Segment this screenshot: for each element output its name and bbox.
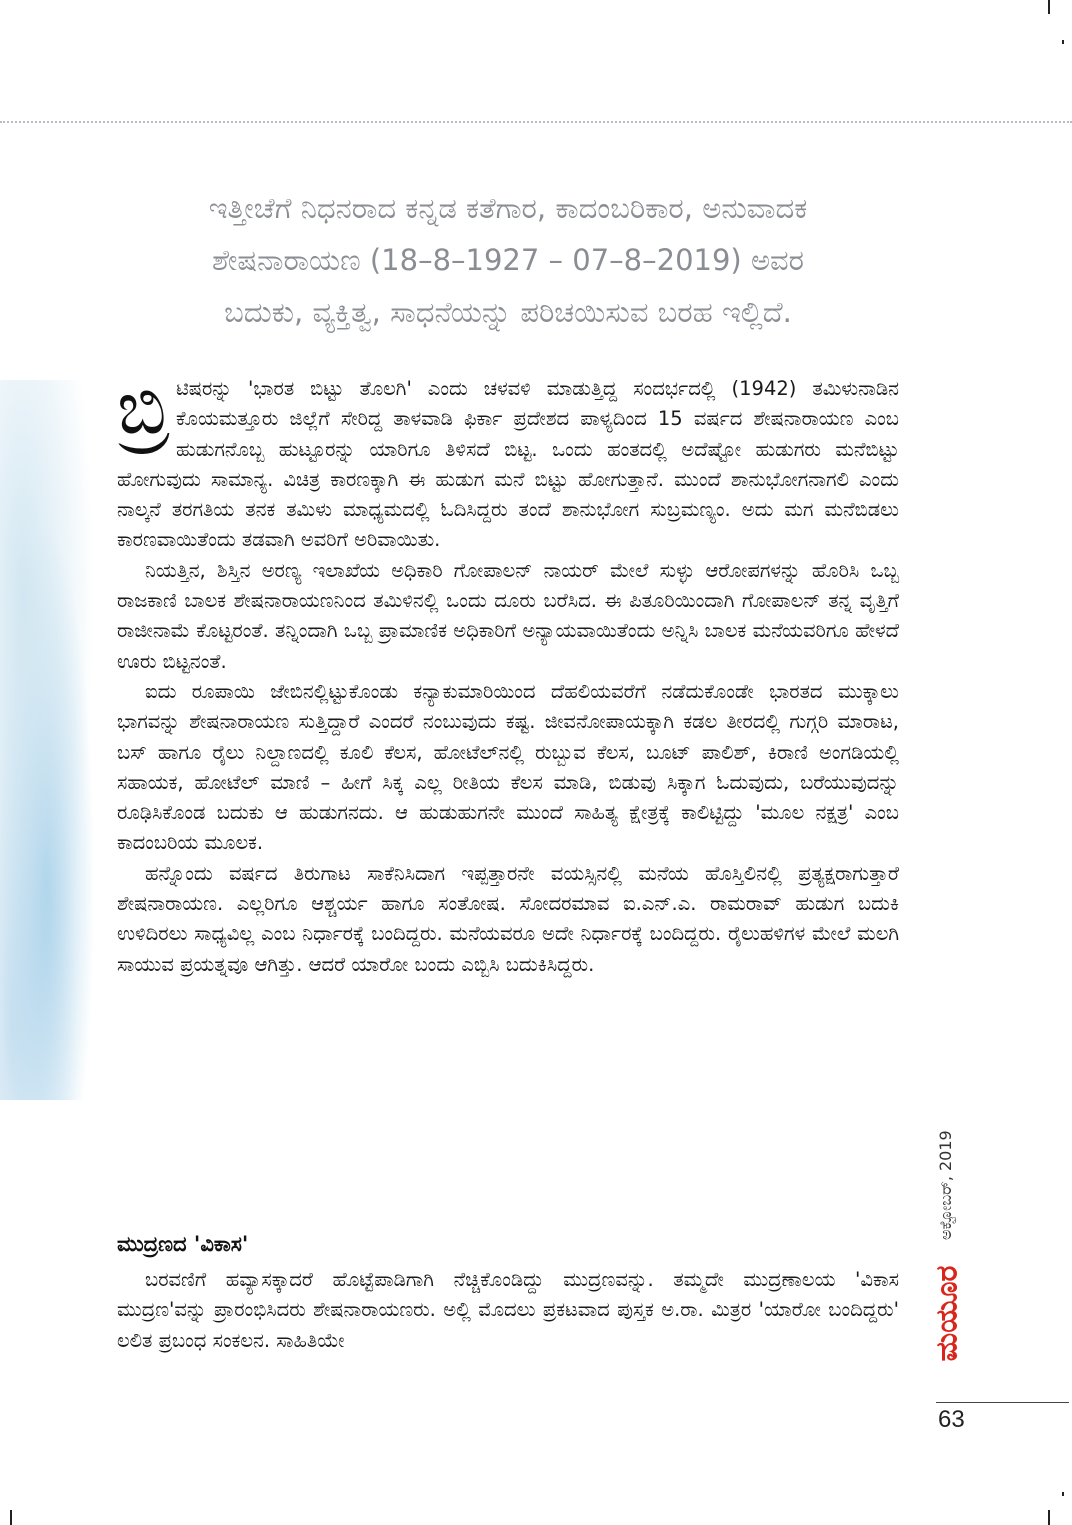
page-number-rule: [936, 1402, 1069, 1403]
paragraph-text: ಟಿಷರನ್ನು 'ಭಾರತ ಬಿಟ್ಟು ತೊಲಗಿ' ಎಂದು ಚಳವಳಿ ಮಾಡುತ್ತಿದ್ದ ಸಂದರ್ಭದಲ್ಲಿ (1942) ತಮಿಳುನಾಡಿನ ಕೊಯಮತ್ತೂರು ಜಿಲ್ಲೆಗೆ ಸೇರಿದ್ದ ತಾಳವಾಡಿ ಫಿರ್ಕಾ ಪ್ರದೇಶದ ಪಾಳ್ಯದಿಂದ 15 ವರ್ಷದ ಶೇಷನಾರಾಯಣ ಎಂಬ ಹುಡುಗನೊಬ್ಬ ಹುಟ್ಟೂರನ್ನು ಯಾರಿಗೂ ತಿಳಿಸದೆ ಬಿಟ್ಟ. ಒಂದು ಹಂತದಲ್ಲಿ ಅದೆಷ್ಟೋ ಹುಡುಗರು ಮನೆಬಿಟ್ಟು ಹೋಗುವುದು ಸಾಮಾನ್ಯ. ವಿಚಿತ್ರ ಕಾರಣಕ್ಕಾಗಿ ಈ ಹುಡುಗ ಮನೆ ಬಿಟ್ಟು ಹೋಗುತ್ತಾನೆ. ಮುಂದೆ ಶಾನುಭೋಗನಾಗಲಿ ಎಂದು ನಾಲ್ಕನೆ ತರಗತಿಯ ತನಕ ತಮಿಳು ಮಾಧ್ಯಮದಲ್ಲಿ ಓದಿಸಿದ್ದರು ತಂದೆ ಶಾನುಭೋಗ ಸುಬ್ರಮಣ್ಯಂ. ಅದು ಮಗ ಮನೆಬಿಡಲು ಕಾರಣವಾಯಿತೆಂದು ತಡವಾಗಿ ಅವರಿಗೆ ಅರಿವಾಯಿತು.: [117, 377, 899, 552]
intro-blurb: [108, 182, 908, 338]
paragraph: ನಿಯತ್ತಿನ, ಶಿಸ್ತಿನ ಅರಣ್ಯ ಇಲಾಖೆಯ ಅಧಿಕಾರಿ ಗೋಪಾಲನ್ ನಾಯರ್ ಮೇಲೆ ಸುಳ್ಳು ಆರೋಪಗಳನ್ನು ಹೊರಿಸಿ ಒಬ್ಬ ರಾಜಕಾಣಿ ಬಾಲಕ ಶೇಷನಾರಾಯಣನಿಂದ ತಮಿಳಿನಲ್ಲಿ ಒಂದು ದೂರು ಬರೆಸಿದ. ಈ ಪಿತೂರಿಯಿಂದಾಗಿ ಗೋಪಾಲನ್ ತನ್ನ ವೃತ್ತಿಗೆ ರಾಜೀನಾಮೆ ಕೊಟ್ಟರಂತೆ. ತನ್ನಿಂದಾಗಿ ಒಬ್ಬ ಪ್ರಾಮಾಣಿಕ ಅಧಿಕಾರಿಗೆ ಅನ್ಯಾಯವಾಯಿತೆಂದು ಅನ್ನಿಸಿ ಬಾಲಕ ಮನೆಯವರಿಗೂ ಹೇಳದೆ ಊರು ಬಿಟ್ಟನಂತೆ.: [117, 558, 899, 673]
paragraph: ಬರವಣಿಗೆ ಹವ್ಯಾಸಕ್ಕಾದರೆ ಹೊಟ್ಟೆಪಾಡಿಗಾಗಿ ನೆಚ್ಚಿಕೊಂಡಿದ್ದು ಮುದ್ರಣವನ್ನು. ತಮ್ಮದೇ ಮುದ್ರಣಾಲಯ 'ವಿಕಾಸ ಮುದ್ರಣ'ವನ್ನು ಪ್ರಾರಂಭಿಸಿದರು ಶೇಷನಾರಾಯಣರು. ಅಲ್ಲಿ ಮೊದಲು ಪ್ರಕಟವಾದ ಪುಸ್ತಕ ಅ.ರಾ. ಮಿತ್ರರ 'ಯಾರೋ ಬಂದಿದ್ದರು' ಲಲಿತ ಪ್ರಬಂಧ ಸಂಕಲನ. ಸಾಹಿತಿಯೇ: [117, 1268, 899, 1352]
dotted-divider: [0, 121, 1072, 123]
decorative-splash: [0, 380, 115, 1100]
crop-mark: [1048, 1510, 1050, 1525]
intro-line: ಬದುಕು, ವ್ಯಕ್ತಿತ್ವ, ಸಾಧನೆಯನ್ನು ಪರಿಚಯಿಸುವ ಬರಹ ಇಲ್ಲಿದೆ.: [224, 295, 792, 329]
intro-line: ಶೇಷನಾರಾಯಣ (18–8–1927 – 07–8–2019) ಅವರ: [211, 243, 805, 277]
crop-mark: [1062, 40, 1064, 44]
crop-mark: [1062, 1492, 1064, 1496]
crop-mark: [10, 1510, 12, 1525]
intro-line: ಇತ್ತೀಚೆಗೆ ನಿಧನರಾದ ಕನ್ನಡ ಕತೆಗಾರ, ಕಾದಂಬರಿಕಾರ, ಅನುವಾದಕ: [208, 191, 808, 225]
drop-cap: ಬ್ರಿ: [117, 365, 170, 451]
article-body: [117, 365, 899, 980]
crop-mark: [1048, 0, 1050, 14]
magazine-logo: [930, 1248, 964, 1378]
paragraph: ಹನ್ನೊಂದು ವರ್ಷದ ತಿರುಗಾಟ ಸಾಕೆನಿಸಿದಾಗ ಇಪ್ಪತ್ತಾರನೇ ವಯಸ್ಸಿನಲ್ಲಿ ಮನೆಯ ಹೊಸ್ತಿಲಿನಲ್ಲಿ ಪ್ರತ್ಯಕ್ಷರಾಗುತ್ತಾರೆ ಶೇಷನಾರಾಯಣ. ಎಲ್ಲರಿಗೂ ಆಶ್ಚರ್ಯ ಹಾಗೂ ಸಂತೋಷ. ಸೋದರಮಾವ ಐ.ಎನ್.ಎ. ರಾಮರಾವ್ ಹುಡುಗ ಬದುಕಿ ಉಳಿದಿರಲು ಸಾಧ್ಯವಿಲ್ಲ ಎಂಬ ನಿರ್ಧಾರಕ್ಕೆ ಬಂದಿದ್ದರು. ಮನೆಯವರೂ ಅದೇ ನಿರ್ಧಾರಕ್ಕೆ ಬಂದಿದ್ದರು. ರೈಲುಹಳಿಗಳ ಮೇಲೆ ಮಲಗಿ ಸಾಯುವ ಪ್ರಯತ್ನವೂ ಆಗಿತ್ತು. ಆದರೆ ಯಾರೋ ಬಂದು ಎಬ್ಬಿಸಿ ಬದುಕಿಸಿದ್ದರು.: [117, 861, 899, 976]
section-heading: ಮುದ್ರಣದ 'ವಿಕಾಸ': [117, 1232, 249, 1256]
issue-date: ಅಕ್ಟೋಬರ್, 2019: [936, 1130, 955, 1240]
page-number: 63: [938, 1406, 965, 1433]
article-body-continued: [117, 1265, 899, 1356]
magazine-name: ಮಯೂರ: [929, 1265, 965, 1361]
paragraph: ಐದು ರೂಪಾಯಿ ಜೇಬಿನಲ್ಲಿಟ್ಟುಕೊಂಡು ಕನ್ಯಾಕುಮಾರಿಯಿಂದ ದೆಹಲಿಯವರೆಗೆ ನಡೆದುಕೊಂಡೇ ಭಾರತದ ಮುಕ್ಕಾಲು ಭಾಗವನ್ನು ಶೇಷನಾರಾಯಣ ಸುತ್ತಿದ್ದಾರೆ ಎಂದರೆ ನಂಬುವುದು ಕಷ್ಟ. ಜೀವನೋಪಾಯಕ್ಕಾಗಿ ಕಡಲ ತೀರದಲ್ಲಿ ಗುಗ್ಗರಿ ಮಾರಾಟ, ಬಸ್ ಹಾಗೂ ರೈಲು ನಿಲ್ದಾಣದಲ್ಲಿ ಕೂಲಿ ಕೆಲಸ, ಹೋಟೆಲ್‌ನಲ್ಲಿ ರುಬ್ಬುವ ಕೆಲಸ, ಬೂಟ್ ಪಾಲಿಶ್, ಕಿರಾಣಿ ಅಂಗಡಿಯಲ್ಲಿ ಸಹಾಯಕ, ಹೋಟೆಲ್ ಮಾಣಿ – ಹೀಗೆ ಸಿಕ್ಕ ಎಲ್ಲ ರೀತಿಯ ಕೆಲಸ ಮಾಡಿ, ಬಿಡುವು ಸಿಕ್ಕಾಗ ಓದುವುದು, ಬರೆಯುವುದನ್ನು ರೂಢಿಸಿಕೊಂಡ ಬದುಕು ಆ ಹುಡುಗನದು. ಆ ಹುಡುಹುಗನೇ ಮುಂದೆ ಸಾಹಿತ್ಯ ಕ್ಷೇತ್ರಕ್ಕೆ ಕಾಲಿಟ್ಟಿದ್ದು 'ಮೂಲ ನಕ್ಷತ್ರ' ಎಂಬ ಕಾದಂಬರಿಯ ಮೂಲಕ.: [117, 679, 899, 855]
paragraph: [117, 365, 899, 556]
